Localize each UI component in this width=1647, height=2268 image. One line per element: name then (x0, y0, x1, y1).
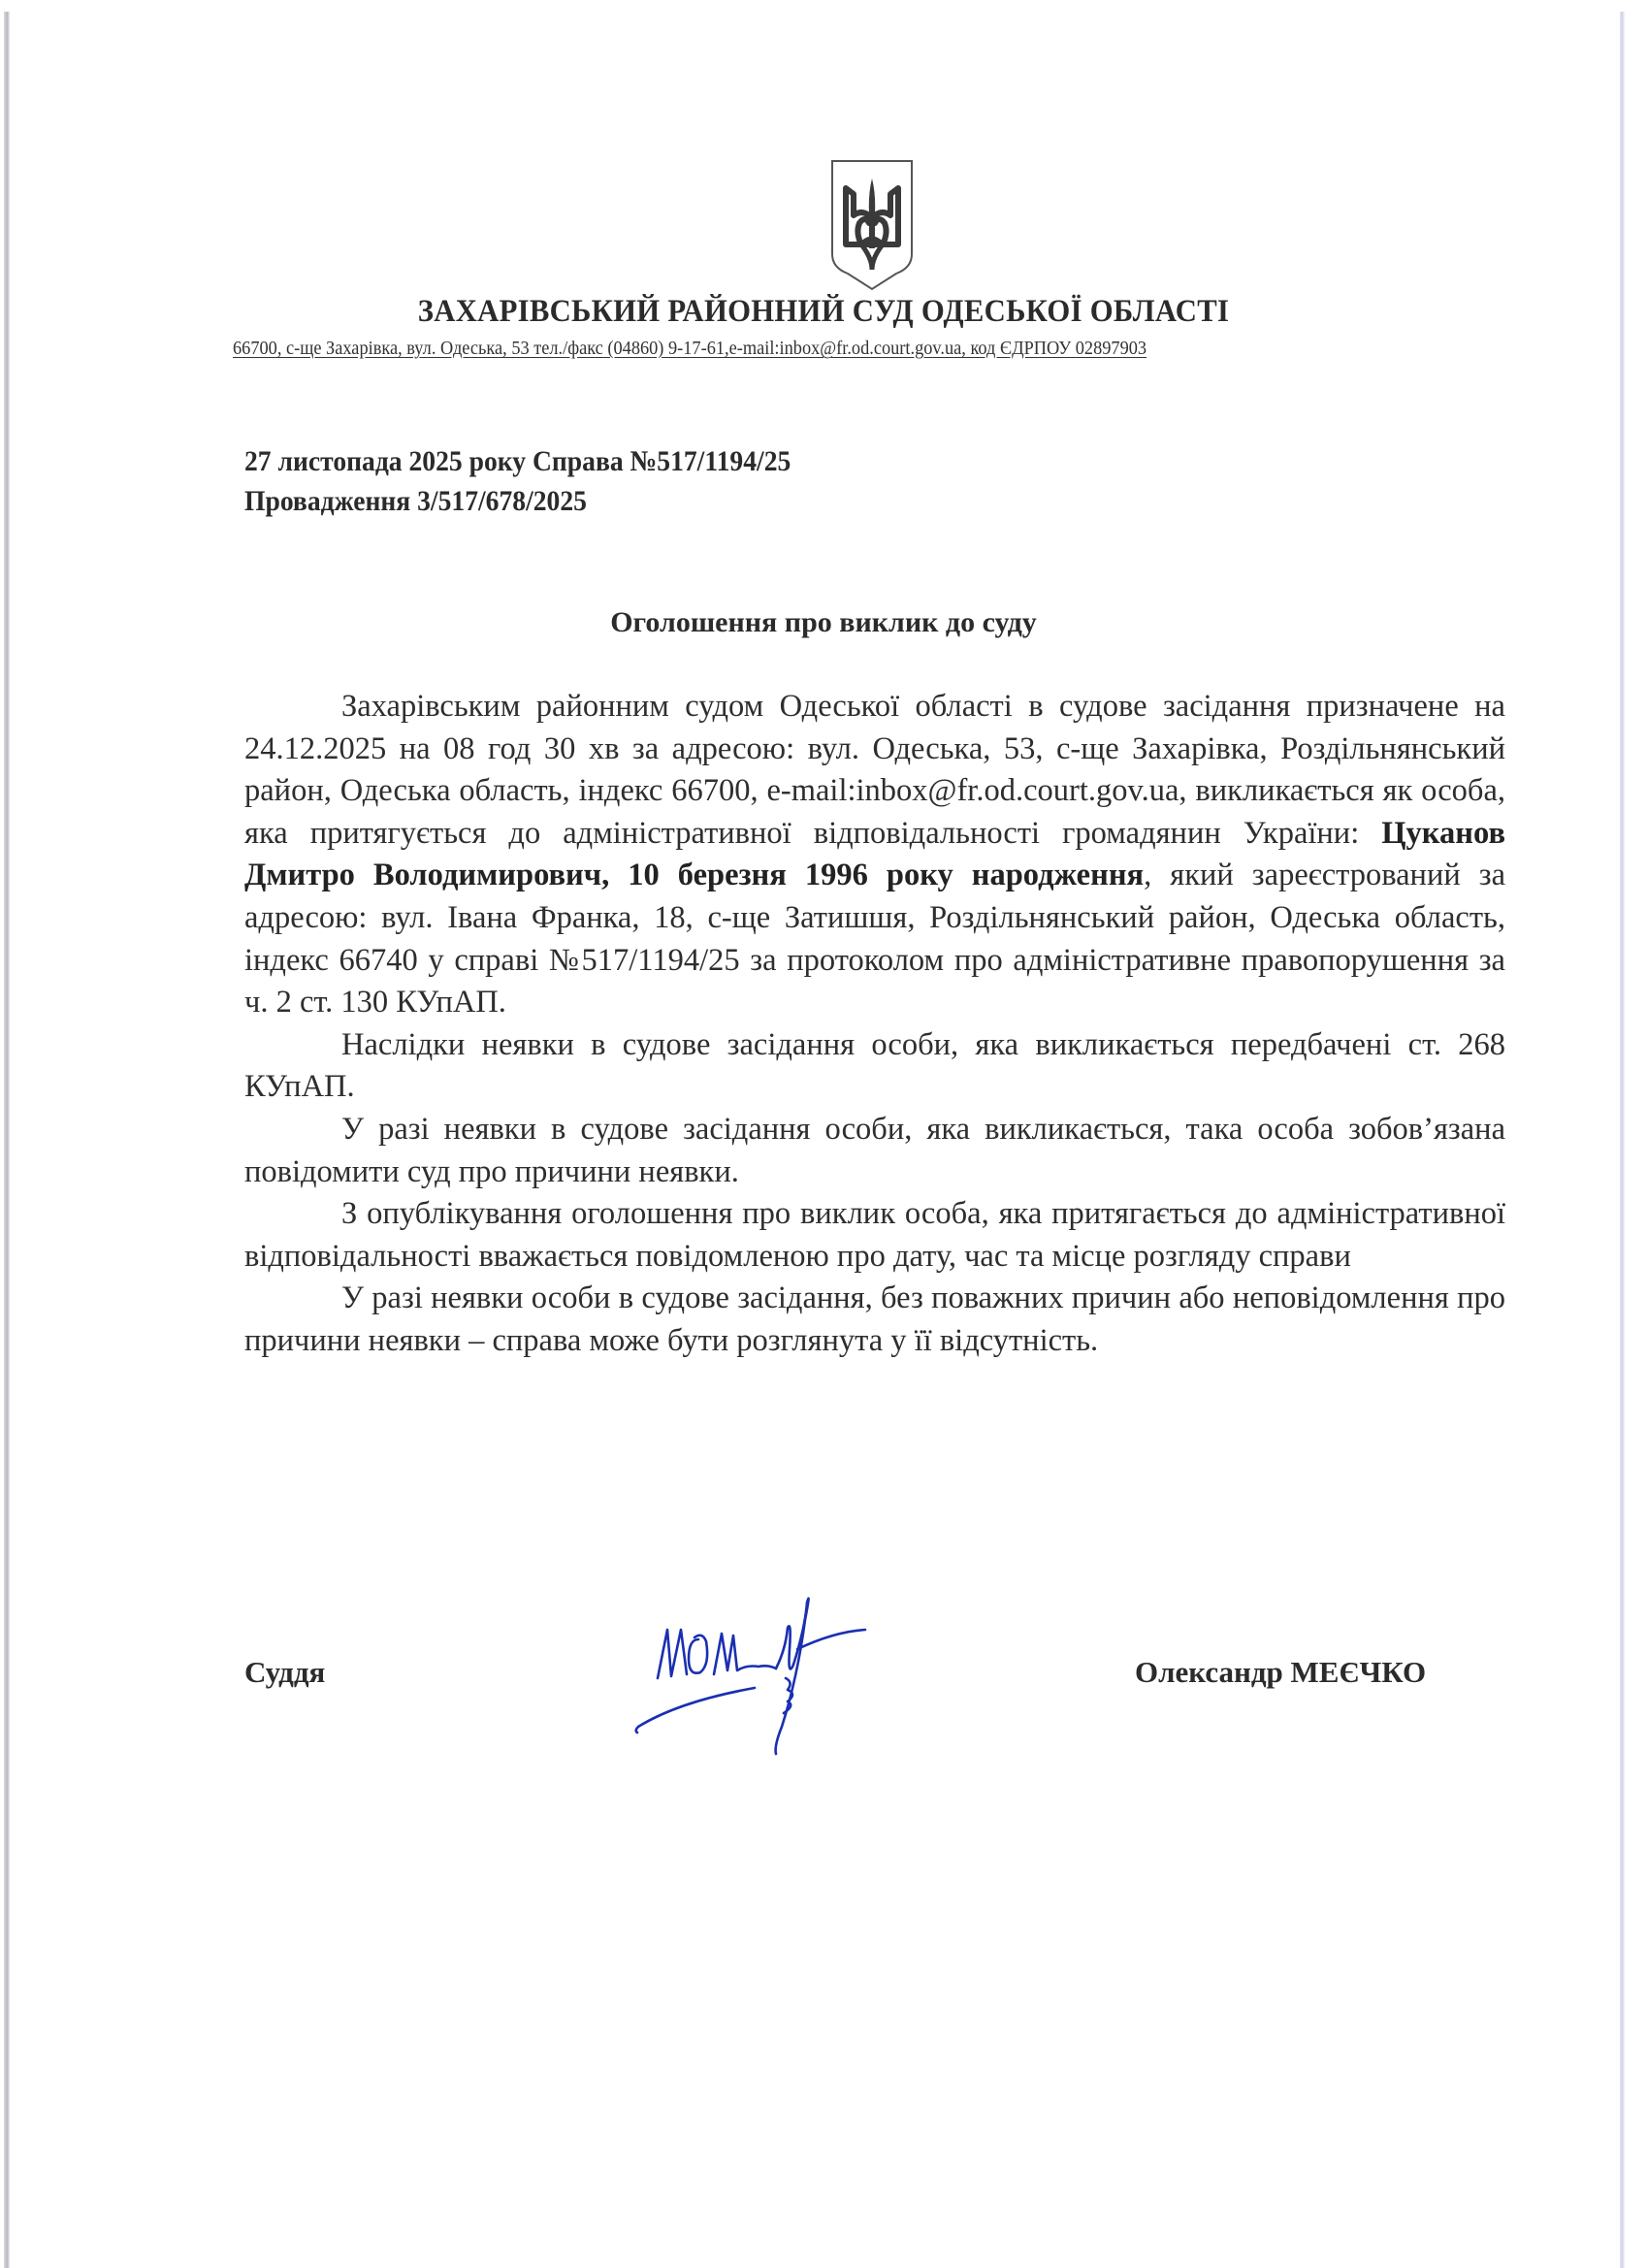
handwritten-signature-icon (543, 1581, 989, 1766)
notice-body (244, 686, 1505, 1363)
scan-edge-left (4, 12, 10, 2268)
notice-title: Оголошення про виклик до суду (610, 606, 1037, 638)
proceeding-number: Провадження 3/517/678/2025 (244, 485, 587, 517)
case-block (244, 441, 791, 521)
paragraph-absence: У разі неявки особи в судове засідання, без поважних причин або неповідомлення про причини неявки – справа може бути розглянута у її відсутність. (244, 1280, 1505, 1358)
judge-name: Олександр МЕЄЧКО (1135, 1655, 1427, 1689)
summons-text: Захарівським районним судом Одеської області в судове засідання призначене на 24.12.2025 на 08 год 30 хв за адресою: вул. Одеська, 53, с-ще Захарівка, Роздільнянський район, Одеська область, індекс 66700, e-mail:inbox@fr.od.court.gov.ua, викликається як особа, яка притягується до адміністративної відповідальності громадянин України: (244, 689, 1505, 851)
paragraph-publication: З опублікування оголошення про виклик особа, яка притягається до адміністративної відповідальності вважається повідомленою про дату, час та місце розгляду справи (244, 1196, 1505, 1274)
court-name: ЗАХАРІВСЬКИЙ РАЙОННИЙ СУД ОДЕСЬКОЇ ОБЛАСТІ (417, 294, 1230, 329)
case-date-number: 27 листопада 2025 року Справа №517/1194/25 (244, 445, 791, 477)
court-address: 66700, с-ще Захарівка, вул. Одеська, 53 тел./факс (04860) 9-17-61,e-mail:inbox@fr.od.court.gov.ua, код ЄДРПОУ 02897903 (233, 339, 1147, 359)
scan-edge-right (1620, 12, 1625, 2268)
paragraph-consequences: Наслідки неявки в судове засідання особи, яка викликається передбачені ст. 268 КУпАП. (244, 1026, 1505, 1105)
summoned-person: Цуканов Дмитро Володимирович, 10 березня 1996 року народження (244, 815, 1505, 893)
paragraph-obligation: У разі неявки в судове засідання особи, яка викликається, така особа зобов’язана повідомити суд про причини неявки. (244, 1111, 1505, 1189)
judge-label: Суддя (244, 1655, 326, 1689)
summons-text-cont: , який зареєстрований за адресою: вул. Івана Франка, 18, с-ще Затишшя, Роздільнянський район, Одеська область, індекс 66740 у справі №517/1194/25 за протоколом про адміністративне правопорушення за ч. 2 ст. 130 КУпАП. (244, 858, 1506, 1021)
paragraph-summons (244, 686, 1505, 1024)
coat-of-arms-icon (826, 155, 918, 293)
